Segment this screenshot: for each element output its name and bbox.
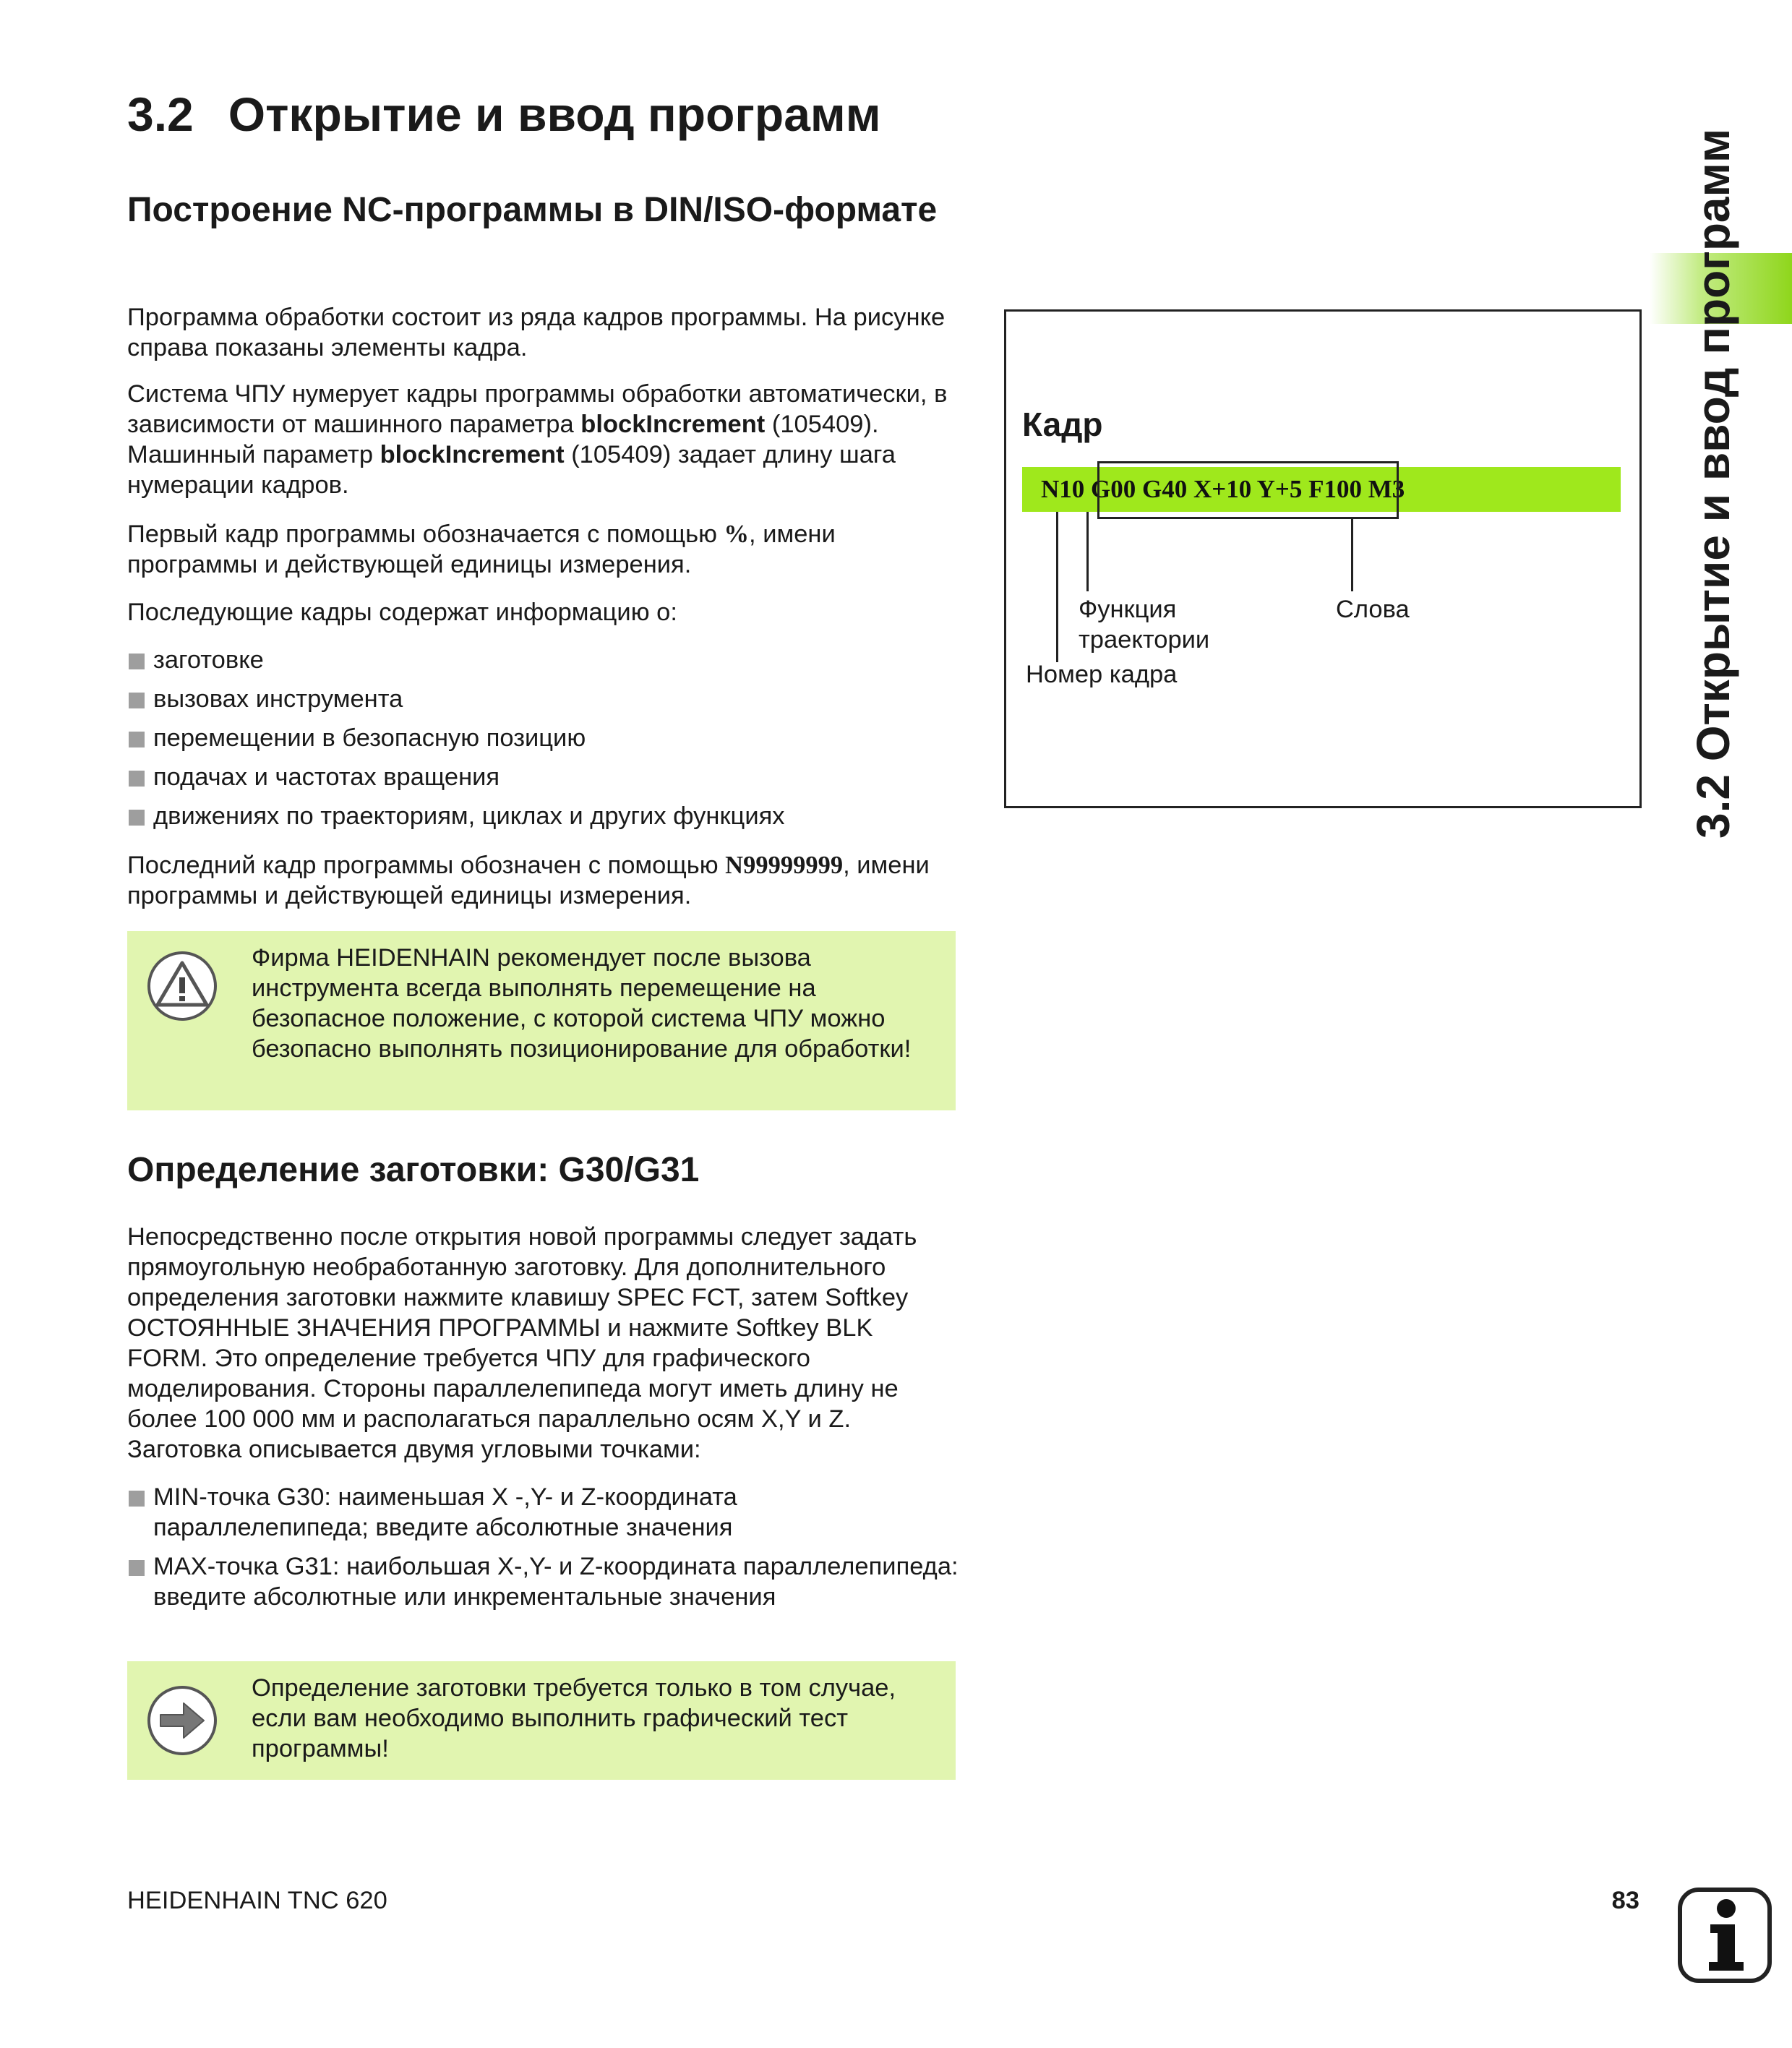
arrow-right-icon [146,1684,218,1757]
bullet-square-icon [129,1560,145,1576]
list-item-text: перемещении в безопасную позицию [153,724,586,752]
side-tab-label: 3.2 Открытие и ввод программ [1687,128,1739,839]
list-item-text: подачах и частотах вращения [153,763,500,791]
paragraph-last-block [127,850,959,911]
bullet-square-icon [129,810,145,826]
list-item-text: вызовах инструмента [153,685,403,713]
param-name: blockIncrement [580,411,766,438]
bullet-square-icon [129,732,145,747]
section-title [127,87,881,142]
subsection-2-title: Определение заготовки: G30/G31 [127,1151,700,1189]
percent-sign: % [724,520,750,548]
list-item-text: движениях по траекториям, циклах и других функциях [153,802,785,830]
page-number: 83 [1611,1887,1639,1914]
text-span: (105409) задает длину шага нумерации кадров. [127,441,896,499]
list-item [127,684,959,714]
leader-line-function [1086,512,1089,591]
paragraph-blank-definition: Непосредственно после открытия новой программы следует задать прямоугольную необработанную заготовку. Для дополнительного определения заготовки нажмите клавишу SPEC FCT, затем Softkey ОСТОЯННЫЕ ЗНАЧЕНИЯ ПРОГРАММЫ и нажмите Softkey BLK FORM. Это определение требуется ЧПУ для графического моделирования. Стороны параллелепипеда могут иметь длину не более 100 000 мм и располагаться параллельно осям X,Y и Z. Заготовка описывается двумя угловыми точками: [127,1223,917,1463]
warning-note [127,931,956,1110]
leader-line-block-number [1056,512,1058,662]
list-item-text: заготовке [153,646,264,674]
text-span: , имени программы и действующей единицы измерения. [127,852,930,909]
label-words: Слова [1336,596,1410,623]
bullet-square-icon [129,1491,145,1507]
list-item [127,1482,959,1543]
paragraph-block-numbering [127,379,959,500]
subsection-1-title: Построение NC-программы в DIN/ISO-формате [127,191,938,229]
leader-line-words [1351,519,1353,591]
bullet-square-icon [129,693,145,708]
info-icon[interactable] [1677,1887,1772,1984]
section-title-text: Открытие и ввод программ [228,87,881,141]
list-item-text: MIN-точка G30: наименьшая X -,Y- и Z-координата параллелепипеда; введите абсолютные значения [153,1483,737,1541]
note-text: Определение заготовки требуется только в том случае, если вам необходимо выполнить графический тест программы! [252,1674,896,1762]
figure-title: Кадр [1022,406,1103,443]
text-span: Первый кадр программы обозначается с помощью [127,520,724,548]
paragraph-first-block [127,519,959,580]
text-span: , имени программы и действующей единицы измерения. [127,520,836,578]
text-span: Последний кадр программы обозначен с помощью [127,852,726,879]
last-block-number: N99999999 [725,852,844,879]
section-number: 3.2 [127,87,194,141]
paragraph-program-structure: Программа обработки состоит из ряда кадров программы. На рисунке справа показаны элементы кадра. [127,304,946,361]
text-span: Система ЧПУ нумерует кадры программы обработки автоматически, в зависимости от машинного параметра [127,380,948,438]
list-item [127,801,959,831]
block-contents-list [127,645,959,840]
label-block-number: Номер кадра [1026,661,1178,688]
bullet-square-icon [129,654,145,669]
param-name: blockIncrement [380,441,565,468]
label-function: Функция [1079,596,1177,623]
paragraph-following-blocks: Последующие кадры содержат информацию о: [127,599,677,626]
warning-text: Фирма HEIDENHAIN рекомендует после вызова инструмента всегда выполнять перемещение на безопасное положение, с которой система ЧПУ можно безопасно выполнять позиционирование для обработки! [252,944,912,1063]
list-item [127,1551,959,1612]
blank-points-list [127,1482,959,1621]
info-note [127,1661,956,1780]
text-span: (105409). Машинный параметр [127,411,879,468]
label-function-trajectory: траектории [1079,626,1210,654]
list-item [127,723,959,753]
block-figure [1004,309,1642,808]
warning-triangle-icon [146,950,218,1022]
list-item-text: MAX-точка G31: наибольшая X-,Y- и Z-координата параллелепипеда: введите абсолютные или инкрементальные значения [153,1553,959,1611]
block-code: N10 G00 G40 X+10 Y+5 F100 M3 [1041,475,1405,503]
list-item [127,762,959,792]
list-item [127,645,959,675]
footer-product: HEIDENHAIN TNC 620 [127,1887,387,1914]
words-frame [1097,461,1399,519]
bullet-square-icon [129,771,145,787]
